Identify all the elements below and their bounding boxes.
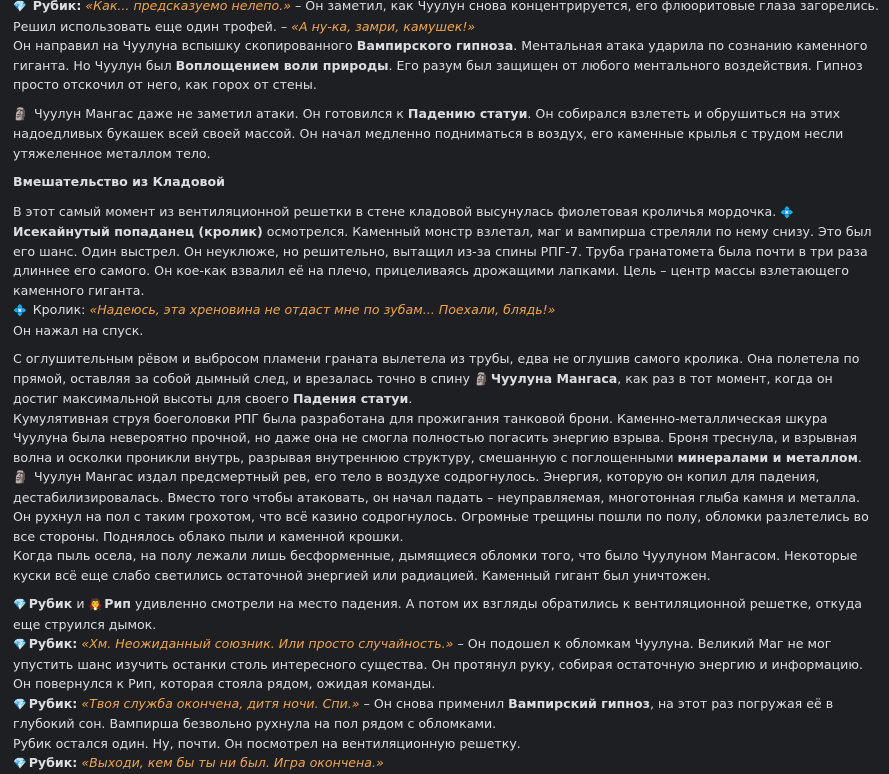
speaker-name: Кролик: xyxy=(28,302,90,317)
speaker-name: Рубик: xyxy=(28,636,78,651)
quote: «Надеюсь, эта хреновина не отдаст мне по зубам... Поехали, блядь!» xyxy=(89,302,556,317)
paragraph-turn: Он повернулся к Рип, которая стояла рядом, ожидая команды. xyxy=(13,676,436,691)
narration: . Он собирался взлететь и обрушиться на этих надоедливых букашек всей своей массой. Он начал медленно подниматься в воздух, его каменные крылья с трудом несли утяжеленное металлом тело. xyxy=(13,105,844,161)
paragraph-aftermath: Когда пыль осела, на полу лежали лишь бесформенные, дымящиеся обломки того, что было Чуулуном Мангасом. Некоторые куски всё еще слабо светились остаточной энергией или радиацией. Каменный гигант был уничтожен. xyxy=(13,548,858,583)
gem-icon: 💎 xyxy=(13,697,27,711)
paragraph-rabbit-line xyxy=(13,300,879,321)
paragraph-explosion xyxy=(13,409,879,468)
paragraph-alone: Рубик остался один. Ну, почти. Он посмотрел на вентиляционную решетку. xyxy=(13,735,521,751)
gem-icon: 💠 xyxy=(13,304,27,317)
bold-term: Воплощением воли природы xyxy=(175,57,389,73)
quote: «Хм. Неожиданный союзник. Или просто случайность.» xyxy=(81,636,454,651)
paragraph-grenade xyxy=(13,349,879,409)
stone-icon: 🗿 xyxy=(473,371,489,386)
narration: , как раз в тот момент, когда он достиг максимальной высоты для своего xyxy=(13,370,833,406)
bold-term: Чуулуна Мангаса xyxy=(490,370,618,386)
quote: «Твоя служба окончена, дитя ночи. Спи.» xyxy=(81,695,360,711)
narration: – Он подошел к обломкам Чуулуна. Великий Маг не мог упустить шанс изучить останки столь интересного существа. Он протянул руку, собирая остаточную энергию и информацию. xyxy=(13,636,863,672)
quote: «А ну-ка, замри, камушек!» xyxy=(291,18,476,34)
gem-icon: 💎 xyxy=(13,757,27,770)
bold-term: Вампирский гипноз xyxy=(508,695,650,711)
paragraph-rubik-1 xyxy=(13,0,879,36)
bold-term: Падения статуи xyxy=(292,391,409,406)
narration: С оглушительным рёвом и выбросом пламени граната вылетела из трубы, едва не оглушив самого кролика. Она полетела по прямой, оставляя за собой дымный след, и врезалась точно в спину xyxy=(13,351,860,386)
narration: . Ментальная атака ударила по сознанию каменного гиганта. Но Чуулун был xyxy=(13,38,868,73)
quote: «Как... предсказуемо нелепо.» xyxy=(85,0,291,13)
bold-term: минералами и металлом xyxy=(677,449,858,465)
narration: В этот самый момент из вентиляционной решетки в стене кладовой высунулась фиолетовая кроличья мордочка. xyxy=(13,203,781,219)
section-heading: Вмешательство из Кладовой xyxy=(13,174,225,189)
bold-term: Исекайнутый попаданец (кролик) xyxy=(13,224,263,239)
stone-icon: 🗿 xyxy=(13,106,28,121)
stone-icon: 🗿 xyxy=(13,470,28,484)
gem-icon: 💎 xyxy=(13,598,27,611)
narration: . xyxy=(857,449,862,465)
narration: удивленно смотрели на место падения. А потом их взгляды обратились к вентиляционной решетке, откуда еще струился дымок. xyxy=(13,596,863,632)
gem-icon: 💠 xyxy=(780,205,794,219)
quote: «Выходи, кем бы ты ни был. Игра окончена.» xyxy=(81,755,384,770)
narration: – Он заметил, как Чуулун снова концентрируется, его флюоритовые глаза загорелись. Решил использовать еще один трофей. – xyxy=(13,0,879,34)
narration: Кумулятивная струя боеголовки РПГ была разработана для прожигания танковой брони. Каменно-металлическая шкура Чуулуна была невероятно прочной, но даже она не смогла полностью погасить энергию взрыва. Броня треснула, и взрывная волна и осколки проникли внутрь, разрывая внутреннюю структуру, смешанную с поглощенными xyxy=(13,410,857,465)
speaker-name: Рубик: xyxy=(28,695,78,711)
paragraph-rabbit-intro xyxy=(13,202,879,301)
speaker-name: Рубик: xyxy=(28,755,78,770)
paragraph-rubik-4 xyxy=(13,753,879,774)
gem-icon: 💎 xyxy=(13,638,27,651)
narration: . xyxy=(408,391,413,406)
bold-term: Вампирского гипноза xyxy=(356,38,514,53)
narration: , на этот раз погружая её в глубокий сон. Вампирша безвольно рухнула на пол рядом с обломками. xyxy=(13,695,834,731)
gem-icon: 💎 xyxy=(13,0,27,13)
vampire-icon: 🧛 xyxy=(88,598,103,611)
paragraph-hypnosis xyxy=(13,36,879,95)
paragraph-rubik-2 xyxy=(13,634,879,674)
narration: – Он снова применил xyxy=(359,695,509,711)
bold-term: Падению статуи xyxy=(407,105,528,121)
bold-term: Рип xyxy=(104,596,131,611)
narration: Чуулун Мангас издал предсмертный рев, его тело в воздухе содрогнулось. Энергия, которую он копил для падения, дестабилизировалась. Вместо того чтобы атаковать, он начал падать – неуправляемая, многотонная глыба камня и металла. Он рухнул на пол с таким грохотом, что всё казино содрогнулось. Огромные трещины пошли по полу, обломки разлетелись во все стороны. Поднялось облако пыли и каменной крошки. xyxy=(13,469,869,544)
narration: . Его разум был защищен от любого ментального воздействия. Гипноз просто отскочил от него, как горох от стены. xyxy=(13,57,863,92)
paragraph-rubik-rip xyxy=(13,594,879,634)
narration: и xyxy=(72,596,89,611)
narration: Чуулун Мангас даже не заметил атаки. Он готовился к xyxy=(29,105,408,121)
paragraph-chuulun-fall xyxy=(13,467,879,546)
paragraph-trigger: Он нажал на спуск. xyxy=(13,322,144,338)
bold-term: Рубик xyxy=(28,596,73,611)
narration: осмотрелся. Каменный монстр взлетал, маг и вампирша стреляли по нему снизу. Это был его шанс. Один выстрел. Он неуклюже, но решительно, вытащил из-за спины РПГ-7. Труба гранатомета была почти в три раза длиннее его самого. Он кое-как взвалил её на плечо, прицеливаясь дрожащими лапками. Цель – центр массы взлетающего каменного гиганта. xyxy=(13,224,872,298)
narration: Он направил на Чуулуна вспышку скопированного xyxy=(13,38,357,53)
paragraph-chuulun-1 xyxy=(13,104,879,164)
paragraph-rubik-3 xyxy=(13,694,879,734)
speaker-name: Рубик: xyxy=(32,0,82,13)
